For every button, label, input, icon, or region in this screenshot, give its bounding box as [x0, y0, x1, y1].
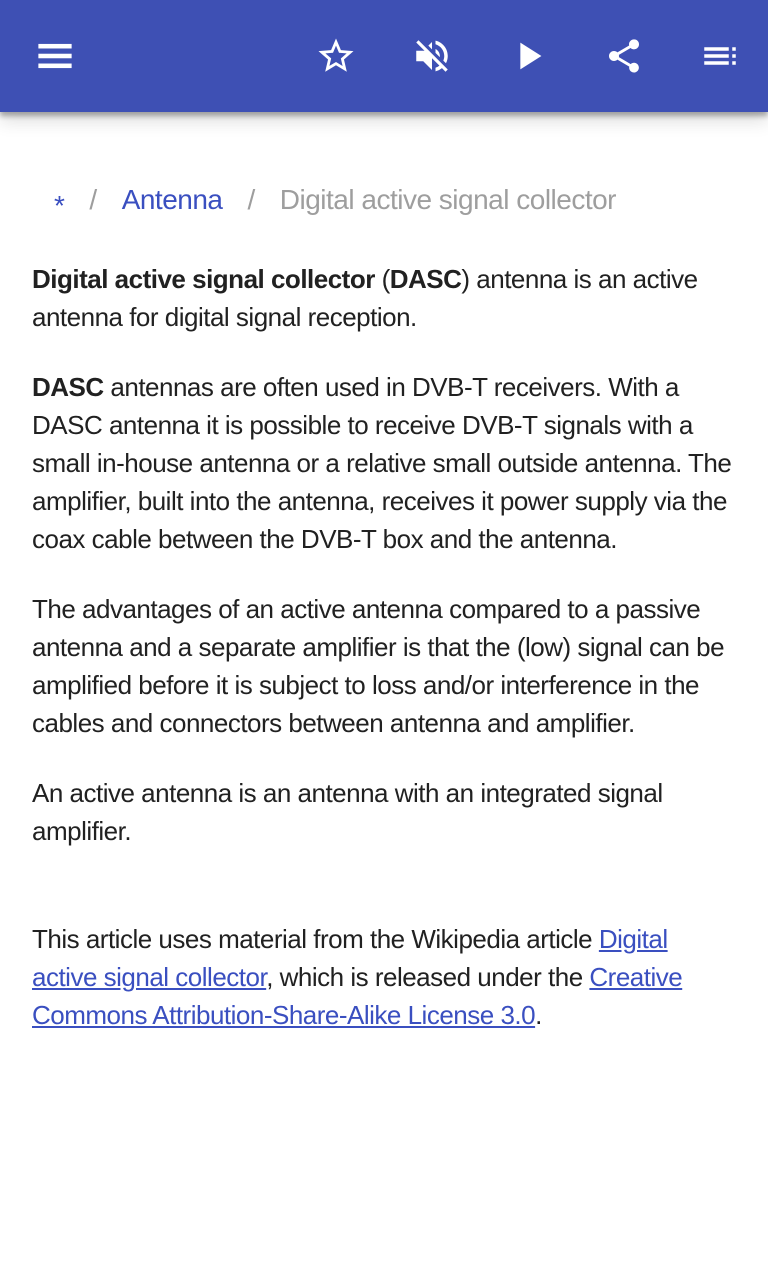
share-icon: [604, 36, 644, 76]
app-bar: [0, 0, 768, 112]
paragraph-usage: DASC antennas are often used in DVB-T receivers. With a DASC antenna it is possible to receive DVB-T signals with a small in-house antenna or a relative small outside antenna. The amplifier, built into the antenna, receives it power supply via the coax cable between the DVB-T box and the antenna.: [32, 372, 732, 554]
play-button[interactable]: [480, 0, 576, 112]
share-button[interactable]: [576, 0, 672, 112]
toc-button[interactable]: [672, 0, 768, 112]
attribution-footer: This article uses material from the Wikipedia article Digital active signal collector, which is released under the Creative Commons Attribution-Share-Alike License 3.0.: [32, 924, 683, 1030]
paragraph-intro: Digital active signal collector (DASC) antenna is an active antenna for digital signal reception.: [32, 264, 698, 332]
paragraph-advantages: The advantages of an active antenna compared to a passive antenna and a separate amplifier is that the (low) signal can be amplified before it is subject to loss and/or interference in the cables and connectors between antenna and amplifier.: [32, 594, 725, 738]
acronym-bold: DASC: [32, 372, 104, 402]
breadcrumb-home-link[interactable]: *: [54, 190, 65, 221]
breadcrumb-separator: /: [89, 184, 97, 215]
license-link[interactable]: Creative Commons Attribution-Share-Alike License 3.0: [32, 962, 683, 1030]
menu-icon: [34, 35, 76, 77]
app-bar-actions: [288, 0, 768, 112]
volume-off-icon: [411, 35, 453, 77]
paragraph-definition: An active antenna is an antenna with an integrated signal amplifier.: [32, 778, 663, 846]
play-icon: [505, 33, 551, 79]
menu-button[interactable]: [34, 0, 90, 112]
star-outline-icon: [315, 35, 357, 77]
breadcrumb-antenna-link[interactable]: Antenna: [121, 184, 223, 215]
breadcrumb-current-page: Digital active signal collector: [279, 184, 617, 215]
bookmark-button[interactable]: [288, 0, 384, 112]
wikipedia-article-link[interactable]: Digital active signal collector: [32, 924, 668, 992]
term-bold: Digital active signal collector: [32, 264, 375, 294]
article-page: [0, 184, 768, 1034]
breadcrumb: [54, 184, 736, 221]
breadcrumb-separator: /: [247, 184, 255, 215]
article-body: [32, 260, 736, 1034]
mute-button[interactable]: [384, 0, 480, 112]
acronym-bold: DASC: [389, 264, 462, 294]
toc-icon: [699, 35, 741, 77]
